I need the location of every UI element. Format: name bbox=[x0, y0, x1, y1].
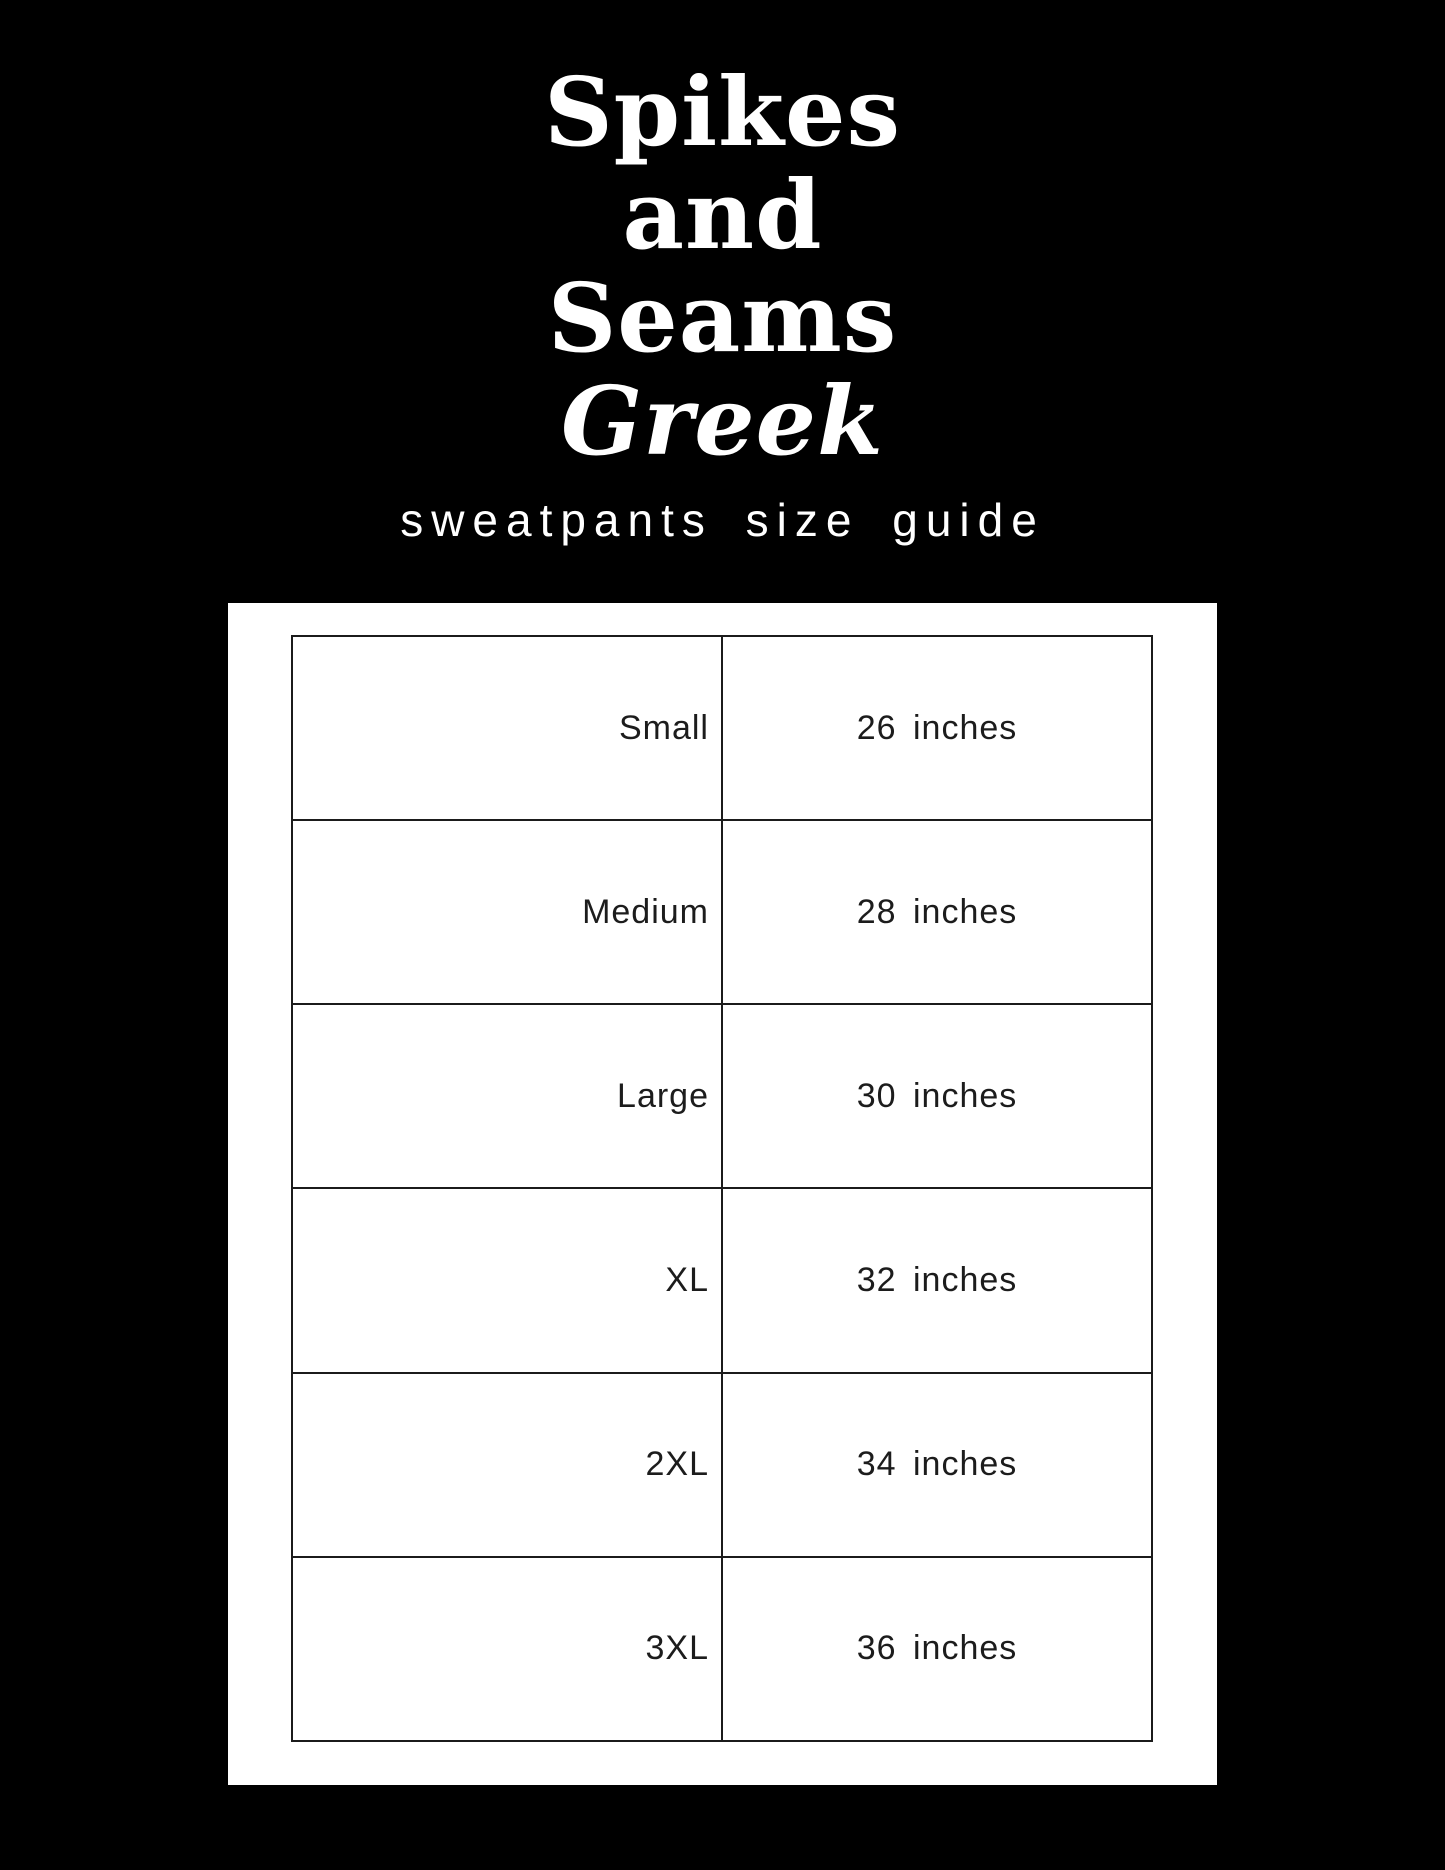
brand-line-2: and bbox=[622, 160, 823, 271]
size-cell: Large bbox=[292, 1004, 722, 1188]
size-chart-card bbox=[228, 603, 1217, 1785]
size-cell: XL bbox=[292, 1188, 722, 1372]
inseam-cell: 30 inches bbox=[722, 1004, 1152, 1188]
inseam-cell: 28 inches bbox=[722, 820, 1152, 1004]
table-row bbox=[292, 820, 1152, 1004]
size-cell: Medium bbox=[292, 820, 722, 1004]
page-title: sweatpants size guide bbox=[400, 494, 1045, 546]
brand-line-4: Greek bbox=[561, 366, 884, 477]
inseam-cell: 32 inches bbox=[722, 1188, 1152, 1372]
brand-line-1: Spikes bbox=[544, 57, 901, 168]
size-cell: Small bbox=[292, 636, 722, 820]
brand-logo bbox=[0, 57, 1445, 477]
table-row bbox=[292, 1188, 1152, 1372]
size-cell: 2XL bbox=[292, 1373, 722, 1557]
inseam-cell: 26 inches bbox=[722, 636, 1152, 820]
brand-line-3: Seams bbox=[547, 263, 898, 374]
table-row bbox=[292, 1004, 1152, 1188]
inseam-cell: 34 inches bbox=[722, 1373, 1152, 1557]
table-row bbox=[292, 1557, 1152, 1741]
size-table bbox=[291, 635, 1153, 1742]
table-row bbox=[292, 1373, 1152, 1557]
size-table-body bbox=[292, 636, 1152, 1741]
inseam-cell: 36 inches bbox=[722, 1557, 1152, 1741]
size-cell: 3XL bbox=[292, 1557, 722, 1741]
table-row bbox=[292, 636, 1152, 820]
